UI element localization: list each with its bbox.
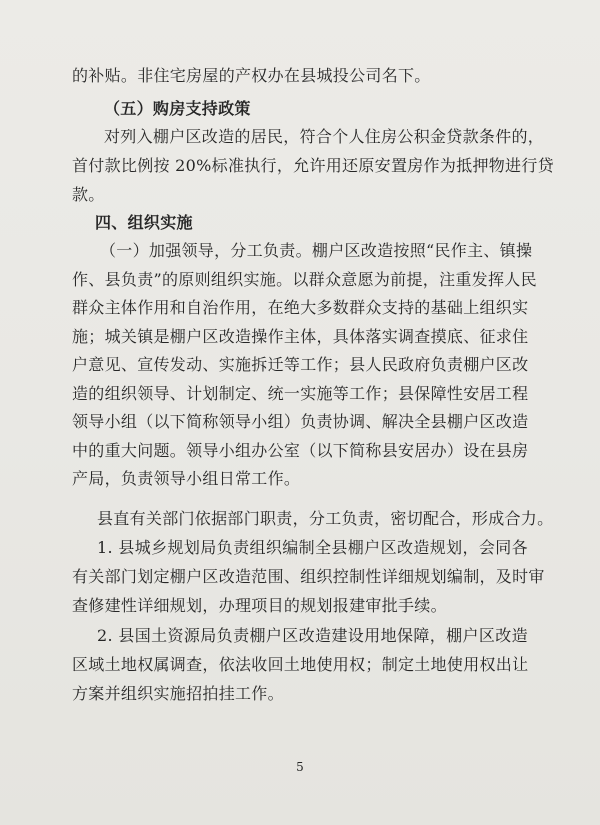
body-line: 2. 县国土资源局负责棚户区改造建设用地保障，棚户区改造: [97, 626, 528, 645]
body-line: 款。: [72, 185, 105, 204]
body-line: 1. 县城乡规划局负责组织编制全县棚户区改造规划，会同各: [97, 538, 528, 557]
body-line: 中的重大问题。领导小组办公室（以下简称县安居办）设在县房: [72, 441, 529, 460]
body-line: 对列入棚户区改造的居民，符合个人住房公积金贷款条件的，: [104, 127, 545, 146]
body-line: （一）加强领导，分工负责。棚户区改造按照“民作主、镇操: [100, 241, 533, 260]
body-line: 首付款比例按 20%标准执行，允许用还原安置房作为抵押物进行贷: [72, 156, 554, 175]
body-line: 造的组织领导、计划制定、统一实施等工作；县保障性安居工程: [72, 384, 529, 403]
body-line: 方案并组织实施招拍挂工作。: [72, 684, 284, 703]
body-line: 领导小组（以下简称领导小组）负责协调、解决全县棚户区改造: [72, 412, 529, 431]
body-line: 县直有关部门依据部门职责，分工负责，密切配合，形成合力。: [97, 509, 554, 528]
body-line: 区域土地权属调查，依法收回土地使用权；制定土地使用权出让: [72, 655, 529, 674]
body-line: 有关部门划定棚户区改造范围、组织控制性详细规划编制，及时审: [72, 567, 545, 586]
body-line: 查修建性详细规划，办理项目的规划报建审批手续。: [72, 596, 447, 615]
section-heading-organization: 四、组织实施: [95, 213, 193, 232]
section-heading-purchase-support: （五）购房支持政策: [104, 99, 251, 118]
body-line: 户意见、宣传发动、实施拆迁等工作；县人民政府负责棚户区改: [72, 355, 529, 374]
body-line: 产局，负责领导小组日常工作。: [72, 469, 301, 488]
body-line: 的补贴。非住宅房屋的产权办在县城投公司名下。: [72, 66, 431, 85]
page-number: 5: [296, 760, 304, 774]
body-line: 作、县负责”的原则组织实施。以群众意愿为前提，注重发挥人民: [72, 270, 537, 289]
body-line: 群众主体作用和自治作用，在绝大多数群众支持的基础上组织实: [72, 298, 529, 317]
body-line: 施；城关镇是棚户区改造操作主体，具体落实调查摸底、征求住: [72, 327, 529, 346]
